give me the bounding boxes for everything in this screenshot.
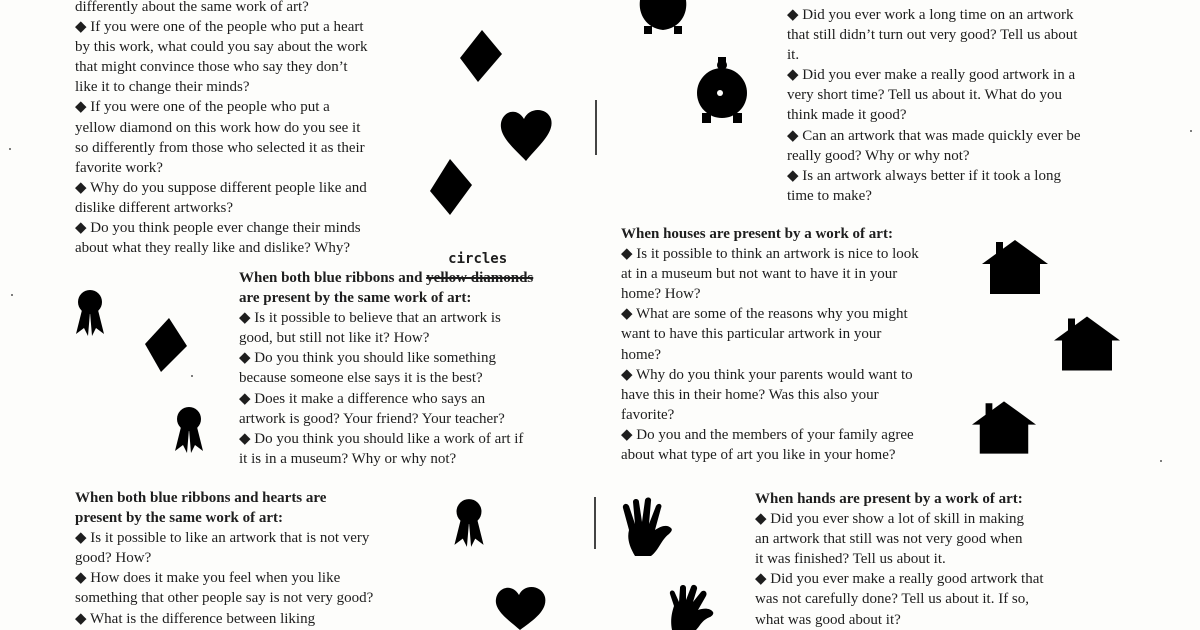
text-line: that might convince those who say they don’t [75,59,348,76]
ribbon-icon [171,405,207,455]
text-line: about what type of art you like in your home? [621,447,896,464]
text-line: home? How? [621,286,701,303]
scan-speck [9,148,11,150]
text-line: very short time? Tell us about it. What do you [787,87,1063,104]
text-line: ◆ If you were one of the people who put a [75,99,330,116]
text-line: by this work, what could you say about the work [75,39,368,56]
text-line: ◆ Why do you suppose different people like and [75,179,367,196]
text-line: ◆ Did you ever make a really good artwork in a [787,67,1076,84]
house-icon [1054,316,1120,371]
section-heading-line2: present by the same work of art: [75,510,284,527]
text-line: about what they really like and dislike? Why? [75,240,351,257]
text-line: want to have this particular artwork in your [621,326,882,343]
hand-icon [664,584,716,630]
text-line: that still didn’t turn out very good? Tell us about [787,27,1078,44]
ribbons-circles-section [239,251,534,469]
text-line: an artwork that still was not very good when [755,531,1023,548]
hands-section [755,489,1044,630]
text-line: ◆ Is an artwork always better if it took a long [787,167,1061,184]
handwritten-correction: circles [448,251,508,267]
section-heading: When both blue ribbons and hearts are [75,490,327,506]
text-line: ◆ Do you think you should like a work of art if [239,430,524,447]
text-line: time to make? [787,187,872,204]
text-line: was not carefully done? Tell us about it. If so, [755,591,1030,608]
page-fold-mark [595,100,597,155]
text-line: ◆ Do you think people ever change their minds [75,220,361,237]
heart-icon [497,105,555,163]
text-line: because someone else says it is the best? [239,370,483,387]
text-line: ◆ Can an artwork that was made quickly ever be [787,127,1081,144]
text-line: artwork is good? Your friend? Your teacher? [239,410,505,427]
section-heading-line2: are present by the same work of art: [239,290,472,307]
text-line: ◆ Why do you think your parents would want to [621,366,913,383]
text-line: good? How? [75,550,152,567]
text-line: ◆ If you were one of the people who put a heart [75,19,364,36]
ribbon-icon [450,497,488,549]
section-heading: When houses are present by a work of art: [621,226,893,242]
scan-speck [11,294,13,296]
page-fold-mark [594,497,596,549]
text-line: it is in a museum? Why or why not? [239,450,457,467]
scan-speck [1160,460,1162,462]
alarm-clock-icon [694,57,750,125]
scan-speck [1190,130,1192,132]
ribbon-icon [72,288,108,338]
house-icon [972,400,1036,455]
text-line: favorite work? [75,159,163,176]
text-line: ◆ Do you think you should like something [239,350,496,367]
text-line: so differently from those who selected it as their [75,139,365,156]
text-line: ◆ Did you ever make a really good artwork that [755,571,1044,588]
text-line: ◆ Is it possible to think an artwork is nice to look [621,246,919,263]
text-line: ◆ How does it make you feel when you like [75,570,341,587]
text-line: ◆ Is it possible to like an artwork that is not very [75,530,370,547]
houses-section [621,224,919,465]
text-line: differently about the same work of art? [75,0,309,15]
text-line: think made it good? [787,107,907,124]
text-line: have this in their home? Was this also your [621,386,879,403]
ribbons-hearts-section [75,488,373,629]
heading-text: When both blue ribbons and [239,270,427,286]
text-line: ◆ What is the difference between liking [75,610,316,627]
diamond-icon [143,316,189,374]
text-line: yellow diamond on this work how do you see it [75,119,361,136]
struck-text: yellow diamonds [426,270,534,286]
text-line: really good? Why or why not? [787,147,970,164]
scan-speck [191,375,193,377]
text-line: ◆ Did you ever work a long time on an artwork [787,7,1074,23]
text-line: it was finished? Tell us about it. [755,551,946,568]
left-top-questions [75,0,367,258]
text-line: like it to change their minds? [75,79,250,96]
hand-icon [621,496,676,558]
right-top-questions [787,5,1081,206]
text-line: dislike different artworks? [75,199,234,216]
alarm-clock-icon [636,0,690,36]
section-heading [239,251,534,288]
text-line: ◆ Is it possible to believe that an artwork is [239,310,501,327]
diamond-icon [428,157,474,217]
text-line: favorite? [621,406,675,423]
text-line: it. [787,47,800,64]
text-line: ◆ Does it make a difference who says an [239,390,486,407]
house-icon [982,240,1048,294]
text-line: ◆ What are some of the reasons why you might [621,306,908,323]
section-heading: When hands are present by a work of art: [755,491,1023,507]
correction [426,251,534,288]
text-line: what was good about it? [755,611,901,628]
heart-icon [492,583,548,630]
text-line: ◆ Do you and the members of your family agree [621,426,914,443]
text-line: good, but still not like it? How? [239,330,430,347]
text-line: at in a museum but not want to have it in your [621,266,898,283]
text-line: ◆ Did you ever show a lot of skill in making [755,511,1025,528]
diamond-icon [458,28,504,84]
text-line: home? [621,346,661,363]
text-line: something that other people say is not very good? [75,590,374,607]
